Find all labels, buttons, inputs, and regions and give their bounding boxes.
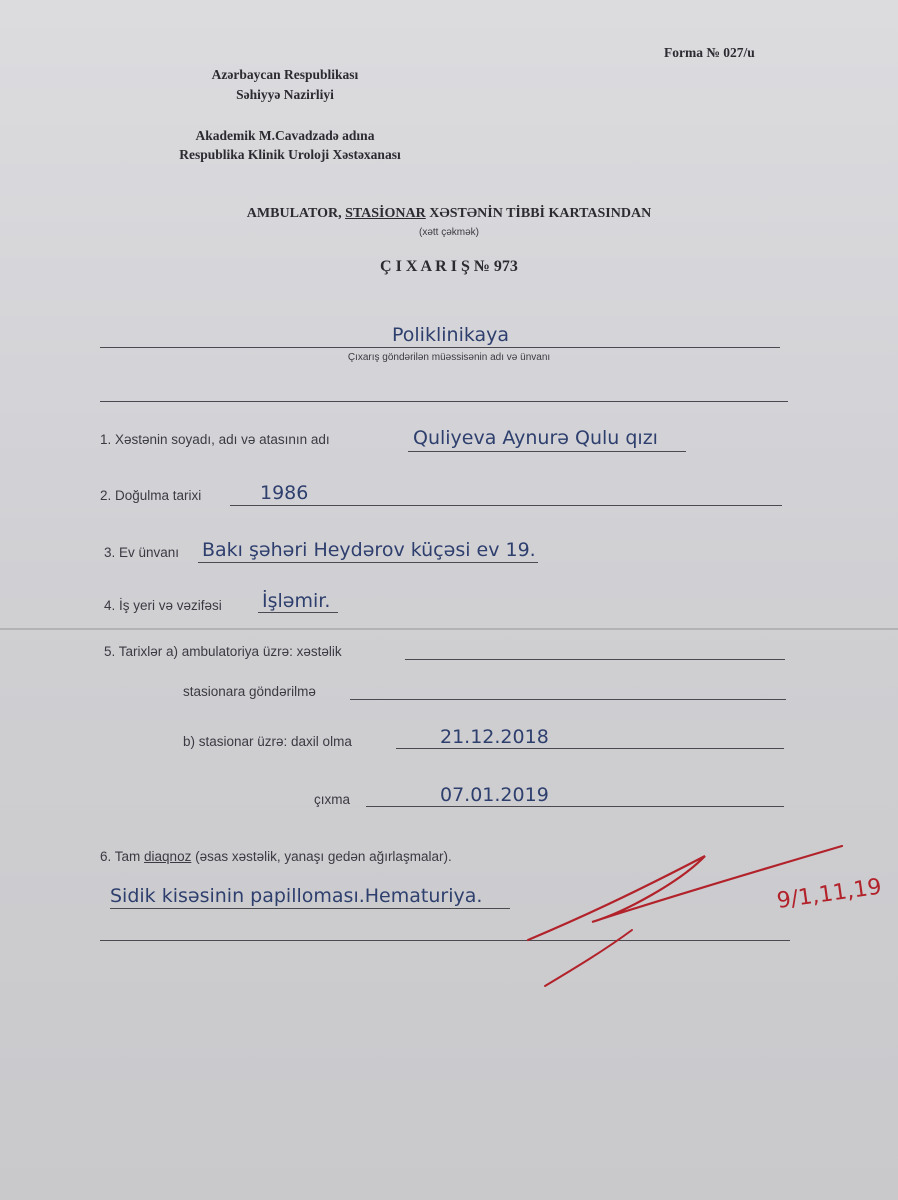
field-1-value: Quliyeva Aynurə Qulu qızı: [413, 427, 658, 449]
field-3-label: 3. Ev ünvanı: [104, 545, 180, 560]
annotation-date: 9/1,11,19: [775, 874, 884, 914]
extract-number: Ç I X A R I Ş № 973: [380, 258, 518, 275]
diagnosis-underlined: diaqnoz: [144, 849, 192, 864]
field-6-label: 6. Tam diaqnoz (əsas xəstəlik, yanaşı gedən ağırlaşmalar).: [100, 849, 452, 864]
field-4-line: [258, 612, 338, 613]
form-number: Forma № 027/u: [664, 45, 755, 60]
field-5-exit-value: 07.01.2019: [440, 784, 549, 806]
field-2-line: [230, 505, 782, 506]
hospital-line-2: Respublika Klinik Uroloji Xəstəxanası: [179, 147, 401, 162]
republic-name: Azərbaycan Respublikası: [211, 67, 359, 82]
document-title: AMBULATOR, STASİONAR XƏSTƏNİN TİBBİ KARTASINDAN: [246, 206, 652, 221]
field-6-value: Sidik kisəsinin papilloması.Hematuriya.: [110, 885, 483, 907]
stationary-underlined: STASİONAR: [345, 206, 426, 221]
title-hint: (xətt çəkmək): [418, 227, 479, 238]
recipient-line: [100, 347, 780, 348]
field-5-referral-line: [350, 699, 786, 700]
field-5-exit-label: çıxma: [314, 792, 351, 807]
field-2-value: 1986: [260, 482, 309, 504]
field-5-exit-line: [366, 806, 784, 807]
recipient-line-2: [100, 401, 788, 402]
ministry-name: Səhiyyə Nazirliyi: [236, 87, 334, 102]
field-4-label: 4. İş yeri və vəzifəsi: [104, 598, 222, 613]
field-5-referral-label: stasionara göndərilmə: [183, 684, 316, 699]
field-4-value: İşləmir.: [262, 590, 331, 612]
red-ink-signature: [520, 840, 890, 990]
field-5b-label: b) stasionar üzrə: daxil olma: [183, 734, 352, 749]
hospital-line-1: Akademik M.Cavadzadə adına: [195, 128, 375, 143]
field-3-value: Bakı şəhəri Heydərov küçəsi ev 19.: [202, 539, 536, 561]
field-6-underline: [110, 908, 510, 909]
field-3-line: [198, 562, 538, 563]
recipient-caption: Çıxarış göndərilən müəssisənin adı və ünvanı: [347, 352, 551, 363]
fold-crease: [0, 628, 898, 630]
recipient-value: Poliklinikaya: [392, 324, 510, 346]
field-1-line: [408, 451, 686, 452]
field-5b-value: 21.12.2018: [440, 726, 549, 748]
field-5-label: 5. Tarixlər a) ambulatoriya üzrə: xəstəlik: [104, 644, 342, 659]
field-2-label: 2. Doğulma tarixi: [100, 488, 202, 503]
field-5b-line: [396, 748, 784, 749]
field-1-label: 1. Xəstənin soyadı, adı və atasının adı: [100, 432, 330, 447]
field-5-line: [405, 659, 785, 660]
